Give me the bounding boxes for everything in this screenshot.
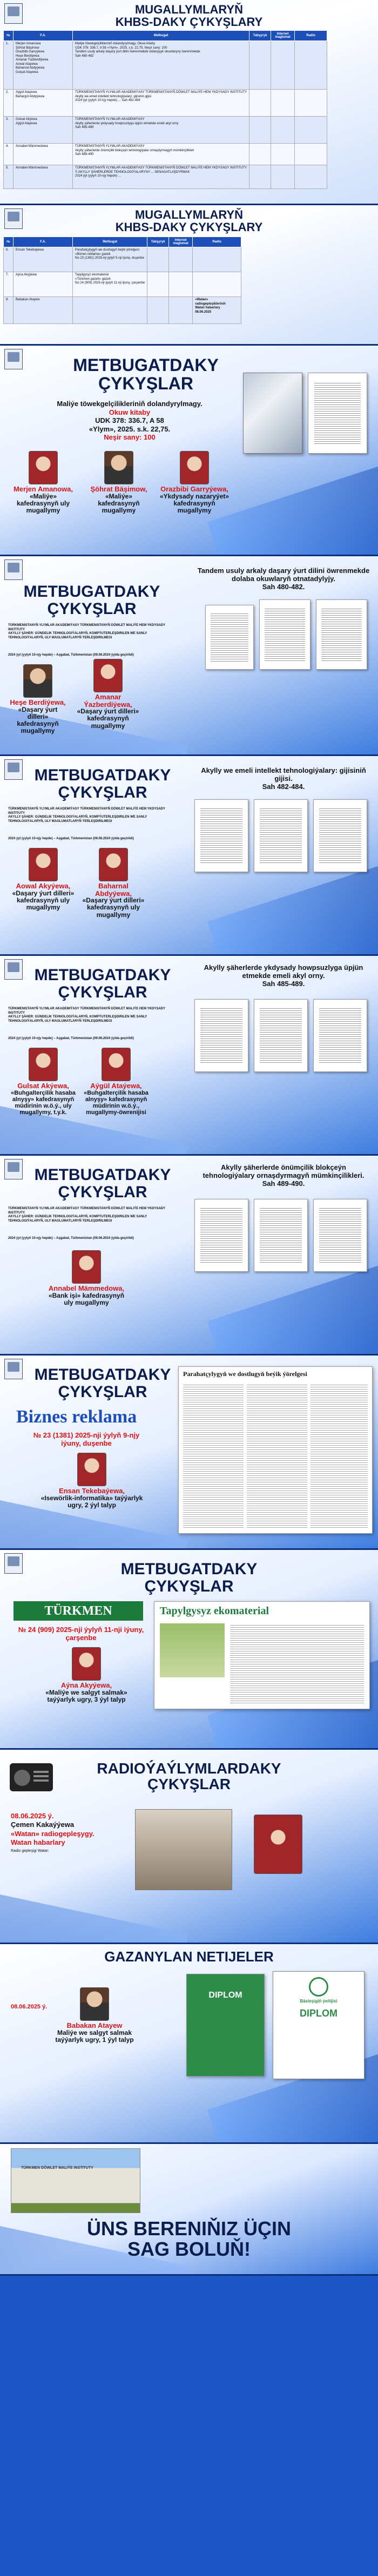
- radio-program: «Watan» radiogepleşygy.: [11, 1829, 94, 1838]
- decor-stripe: [207, 462, 378, 556]
- cell-press: [73, 297, 147, 324]
- institute-logo: [4, 1359, 23, 1379]
- person-role: «Daşary ýurt dilleri» kafedrasynyň uly mugallymy: [82, 896, 145, 919]
- title-line-1: RADIOÝAÝLYMLARDAKY: [97, 1760, 281, 1777]
- cell-number: 7.: [4, 272, 14, 297]
- radio-footer: Radio gepleşigi Watan: [11, 1849, 49, 1853]
- cell-name: Annabel Mämmedowa: [14, 144, 73, 165]
- institute-logo: [4, 349, 23, 369]
- person-card: [8, 664, 68, 734]
- conference-header: TÜRKMENISTANYŇ YLYMLAR AKADEMIÝASY TÜRKMENISTANYŇ DÖWLET MALIÝE HEM YKDYSADY INSTITUTY AKYLLY ŞÄHER: GÜNDELIK TEHNOLOGIÝALARYŇ, KOMPÝUTERLEŞDIRILEN WE SANLY TEHNOLOGIÝALARYŇ, ULY MAGLUMATLARYŇ ÝERLEŞDIRILMEGI: [8, 1207, 165, 1223]
- person-role: «Daşary ýurt dilleri» kafedrasynyň mugallymy: [17, 705, 59, 735]
- doc-page-image: [194, 999, 248, 1072]
- person-photo: [93, 659, 123, 692]
- conference-date: 2024 ýyl (yylyň 10-njy hepde) – Aşgabat, Türkmenistan (09.06.2024 ýylda geçirildi): [8, 1237, 134, 1240]
- book-udk: UDK 378: 336.7, A 58: [95, 416, 164, 425]
- person-name: Aýna Akyýewa,: [60, 1681, 112, 1689]
- col-press: Metbugat: [73, 31, 249, 41]
- institute-logo: [4, 759, 23, 780]
- slide-press-security: [0, 956, 378, 1156]
- cell-internet: [271, 165, 295, 189]
- person-photo: [254, 1815, 302, 1874]
- person-photo: [180, 451, 209, 484]
- person-card: [32, 1647, 140, 1703]
- newspaper-issue: № 23 (1381) 2025-nji ýylyň 9-njy iýuny, duşenbe: [33, 1431, 140, 1447]
- person-role: «Daşary ýurt dilleri» kafedrasynyň uly mugallymy: [12, 889, 75, 912]
- slide-title: [22, 767, 184, 801]
- slide-press-blockchain: [0, 1156, 378, 1356]
- table-row: [4, 144, 327, 165]
- slide-title: [22, 1166, 184, 1201]
- slide-title: [76, 1561, 302, 1595]
- slide-press-tandem: [0, 556, 378, 756]
- cell-press: TÜRKMENISTANYŇ YLYMLAR AKADEMIÝASY TÜRKMENISTANYŇ DÖWLET MALIÝE HEM YKDYSADY INSTITUTY Ý.AKYLLY ŞÄHERLERDE TEHNOLOGIÝALARYNY ... SENAGATLAŞDYRMAK 2024 ýyl (yylyň 10-njy hepde) ...: [73, 165, 249, 189]
- cell-number: 4.: [4, 144, 14, 165]
- slide-title: [11, 583, 173, 617]
- newspaper-name: TÜRKMEN: [44, 1604, 112, 1618]
- teachers-table: [3, 30, 327, 189]
- cell-number: 8.: [4, 297, 14, 324]
- conference-header: TÜRKMENISTANYŇ YLYMLAR AKADEMIÝASY TÜRKMENISTANYŇ DÖWLET MALIÝE HEM YKDYSADY INSTITUTY AKYLLY ŞÄHER: GÜNDELIK TEHNOLOGIÝALARYŇ, KOMPÝUTERLEŞDIRILEN WE SANLY TEHNOLOGIÝALARYŇ, ULY MAGLUMATLARYŇ ÝERLEŞDIRILMEGI: [8, 624, 165, 639]
- article-title: Akylly şäherlerde önümçilik blokçeýn tehnologiýalary ornaşdyrmagyň mümkinçilikleri. Sah 489-490.: [202, 1163, 364, 1188]
- col-task: Tabşyryk: [147, 237, 169, 247]
- cell-task: [249, 144, 271, 165]
- conference-date: 2024 ýyl (yylyň 10-njy hepde) – Aşgabat, Türkmenistan (09.06.2024 ýylda geçirildi): [8, 837, 134, 840]
- slide-radio: [0, 1750, 378, 1944]
- radio-person: Çemen Kakaýýewa: [11, 1820, 75, 1829]
- slide-press-turkmen: [0, 1550, 378, 1750]
- person-role: «Bank işi» kafedrasynyň uly mugallymy: [48, 1291, 125, 1306]
- person-role: «Maliýe» kafedrasynyň uly mugallymy: [16, 492, 70, 515]
- radio-info: [11, 1812, 130, 1854]
- certificate-ribbon: Bäsleşigiň ýeňijisi: [300, 1999, 338, 2004]
- table-row: [4, 165, 327, 189]
- title-line-1: METBUGATDAKY: [34, 1366, 171, 1384]
- person-card: [159, 451, 230, 514]
- article-title: Akylly we emeli intellekt tehnologiýalary: gijisiniň gijisi. Sah 482-484.: [201, 766, 366, 791]
- thanks-text: [0, 2218, 378, 2260]
- title-line-2: ÇYKYŞLAR: [58, 1183, 147, 1201]
- person-date: 08.06.2025 ý.: [11, 2004, 48, 2010]
- title-line-1: METBUGATDAKY: [23, 583, 160, 601]
- person-role: Maliýe we salgyt salmak taýýarlyk ugry, 1 ýyl talyp: [55, 2028, 134, 2044]
- cell-number: 5.: [4, 165, 14, 189]
- cell-radio: «Watan» radiogepleşikleriniň Watan habarlary 08.06.2025: [193, 297, 241, 324]
- newspaper-issue: № 24 (909) 2025-nji ýylyň 11-nji iýuny, çarşenbe: [18, 1626, 144, 1642]
- cell-task: [249, 41, 271, 90]
- person-photo: [72, 1647, 101, 1681]
- book-cover-image: [243, 373, 302, 454]
- article-body: [183, 1383, 368, 1529]
- slide-title: [27, 1366, 178, 1400]
- cell-radio: [295, 144, 327, 165]
- slide-results: [0, 1944, 378, 2144]
- col-name: F.A.: [14, 237, 73, 247]
- cell-number: 2.: [4, 90, 14, 117]
- logo-image: [8, 352, 19, 362]
- cell-radio: [193, 272, 241, 297]
- person-photo: [23, 664, 52, 698]
- book-type: Okuw kitaby: [109, 408, 151, 416]
- book-page-image: [308, 373, 367, 454]
- title-line-2: ÇYKYŞLAR: [58, 983, 147, 1001]
- cell-task: [249, 117, 271, 144]
- cell-name: Ensan Tekebaýewa: [14, 247, 73, 272]
- cell-name: Gulsat Akýewa Aýgül Ataýewa: [14, 117, 73, 144]
- building-photo: [11, 2148, 140, 2213]
- cell-press: TÜRKMENISTANYŇ YLYMLAR AKADEMIÝASY Akylly şäherlerde önümçilik blokçeýn tehnologiýalar ornaşdyrmagyň mümkinçilikleri Sah 489-490: [73, 144, 249, 165]
- certificate-emblem: [309, 1977, 328, 1997]
- person-card: [81, 1048, 151, 1116]
- slide-press-biznes: [0, 1356, 378, 1550]
- slide-press-book: [0, 346, 378, 556]
- book-info: [16, 400, 243, 442]
- conference-header: TÜRKMENISTANYŇ YLYMLAR AKADEMIÝASY TÜRKMENISTANYŇ DÖWLET MALIÝE HEM YKDYSADY INSTITUTY AKYLLY ŞÄHER: GÜNDELIK TEHNOLOGIÝALARYŇ, KOMPÝUTERLEŞDIRILEN WE SANLY TEHNOLOGIÝALARYŇ, ULY MAGLUMATLARYŇ ÝERLEŞDIRILMEGI: [8, 1007, 165, 1023]
- person-card: [81, 848, 146, 919]
- cell-name: Aýna Akyýewa: [14, 272, 73, 297]
- title-line-1: METBUGATDAKY: [34, 966, 171, 984]
- doc-page-image: [194, 1199, 248, 1272]
- radio-studio-photo: [135, 1809, 232, 1890]
- person-photo: [80, 1987, 109, 2021]
- cell-internet: [271, 90, 295, 117]
- col-press: Metbugat: [73, 237, 147, 247]
- person-name: Şöhrat Bäşimow,: [90, 485, 147, 493]
- person-photo: [99, 848, 128, 881]
- person-name: Heşe Berdiýewa,: [10, 698, 66, 706]
- doc-page-image: [205, 605, 254, 670]
- logo-image: [8, 1162, 19, 1172]
- col-radio: Radio: [295, 31, 327, 41]
- cell-press: Parahatçylygyň we dostlugyň beýik ýörelgesi «Biznes reklama» gazeti No 23 (1381) 2025-nji ýylyň 5-nji iýuny, duşenbe: [73, 247, 147, 272]
- person-photo: [29, 451, 58, 484]
- cell-internet: [169, 247, 193, 272]
- table-row: [4, 297, 241, 324]
- cell-radio: [193, 247, 241, 272]
- logo-image: [8, 563, 19, 572]
- person-name: Orazbibi Garryýewa,: [160, 485, 228, 493]
- table-row: [4, 90, 327, 117]
- cell-radio: [295, 117, 327, 144]
- cell-internet: [271, 117, 295, 144]
- decor-stripe: [207, 861, 378, 956]
- person-role: «Ykdysady nazaryýet» kafedrasynyň mugallymy: [159, 492, 230, 515]
- doc-page-image: [259, 599, 310, 670]
- newspaper-masthead: [14, 1601, 143, 1621]
- person-photo: [77, 1453, 106, 1486]
- col-internet: Internet maglumat: [271, 31, 295, 41]
- cell-name: Aýgül Ataýewa Bahargül Abdyýewa: [14, 90, 73, 117]
- slide-title: [59, 1761, 319, 1792]
- table-row: [4, 272, 241, 297]
- slide-thanks: [0, 2144, 378, 2276]
- conference-header: TÜRKMENISTANYŇ YLYMLAR AKADEMIÝASY TÜRKMENISTANYŇ DÖWLET MALIÝE HEM YKDYSADY INSTITUTY AKYLLY ŞÄHER: GÜNDELIK TEHNOLOGIÝALARYŇ, KOMPÝUTERLEŞDIRILEN WE SANLY TEHNOLOGIÝALARYŇ, ULY MAGLUMATLARYŇ ÝERLEŞDIRILMEGI: [8, 807, 165, 823]
- book-count: Neşir sany: 100: [104, 433, 156, 442]
- doc-page-image: [254, 999, 308, 1072]
- cell-name: Annabel Mämmedowa: [14, 165, 73, 189]
- thanks-line-1: ÜNS BERENIŇIZ ÜÇIN: [86, 2217, 292, 2240]
- slide-title: [0, 3, 378, 28]
- title-line-2: KHBS-DAKY ÇYKYŞLARY: [115, 220, 263, 234]
- cell-internet: [169, 297, 193, 324]
- article-title: Tandem usuly arkaly daşary ýurt dilini öwrenmekde dolaba okuwlaryň otnatadylyjy. Sah 480-482.: [197, 567, 370, 591]
- logo-image: [8, 763, 19, 772]
- cell-task: [249, 165, 271, 189]
- cell-internet: [271, 41, 295, 90]
- institute-logo: [4, 959, 23, 980]
- title-line-1: MUGALLYMLARYŇ: [134, 208, 244, 221]
- article-title: Akylly şäherlerde ykdysady howpsuzlyga üpjün etmekde emeli akyl orny. Sah 485-489.: [204, 963, 363, 988]
- decor-stripe: [0, 1887, 188, 1944]
- table-row: [4, 247, 241, 272]
- logo-image: [8, 1556, 19, 1566]
- doc-page-image: [194, 799, 248, 872]
- person-name: Annabel Mämmedowa,: [48, 1284, 125, 1292]
- cell-number: 3.: [4, 117, 14, 144]
- cell-internet: [271, 144, 295, 165]
- cell-number: 1.: [4, 41, 14, 90]
- institute-logo: [4, 559, 23, 580]
- cell-press: Tapylgysyz ekomaterial «Türkmen gazeti» gazeti No 24 (909) 2025-nji ýylyň 11-nji iýuny, çarşenbe: [73, 272, 147, 297]
- col-number: №: [4, 31, 14, 41]
- article-headline: Tapylgysyz ekomaterial: [160, 1605, 269, 1617]
- radio-icon: [10, 1763, 53, 1791]
- cell-task: [249, 90, 271, 117]
- certificate-title: DIPLOM: [300, 2008, 338, 2019]
- col-radio: Radio: [193, 237, 241, 247]
- cell-task: [147, 297, 169, 324]
- radio-date: 08.06.2025 ý.: [11, 1812, 54, 1820]
- slide-title: GAZANYLAN NETIJELER: [104, 1948, 274, 1965]
- person-role: «Isewörlik-informatika» taýýarlyk ugry, 2 ýyl talyp: [40, 1494, 143, 1509]
- col-task: Tabşyryk: [249, 31, 271, 41]
- certificate-title: DIPLOM: [208, 1991, 242, 2000]
- person-name: Aýgül Ataýewa,: [90, 1082, 142, 1090]
- person-photo: [29, 1048, 58, 1081]
- title-line-2: ÇYKYŞLAR: [58, 1383, 147, 1401]
- book-title: Maliýe töwekgelçilikleriniň dolandyrylmagy.: [57, 400, 202, 408]
- title-line-2: ÇYKYŞLAR: [58, 783, 147, 801]
- institute-logo: [4, 1553, 23, 1574]
- doc-page-image: [313, 999, 367, 1072]
- table-row: [4, 41, 327, 90]
- slide-title: [43, 356, 248, 393]
- article-body: [230, 1623, 364, 1703]
- col-name: F.A.: [14, 31, 73, 41]
- cell-radio: [295, 41, 327, 90]
- title-line-1: METBUGATDAKY: [34, 766, 171, 784]
- person-name: Aowal Akyýewa,: [16, 882, 71, 890]
- person-name: Amanar Ýazberdiýewa,: [84, 693, 132, 709]
- cell-name: Babakan Atayew: [14, 297, 73, 324]
- title-line-1: MUGALLYMLARYŇ: [134, 3, 244, 16]
- title-line-2: ÇYKYŞLAR: [144, 1577, 234, 1595]
- thanks-line-2: SAG BOLUŇ!: [127, 2237, 251, 2260]
- title-line-2: ÇYKYŞLAR: [98, 373, 193, 393]
- person-photo: [72, 1250, 101, 1284]
- newspaper-name: Biznes reklama: [16, 1407, 137, 1427]
- conference-date: 2024 ýyl (yylyň 10-njy hepde) – Aşgabat, Türkmenistan (09.06.2024 ýylda geçirildi): [8, 653, 134, 657]
- slide-teachers-table-2: [0, 205, 378, 346]
- person-name: Babakan Atayew: [66, 2021, 123, 2029]
- doc-page-image: [316, 599, 367, 670]
- cell-radio: [295, 90, 327, 117]
- person-card: [86, 451, 151, 514]
- cell-name: Merjen Amanowa Şöhrat Bäşimow Orazbibi Garryýewa Heşe Berdiýewa Amanar Ýazberdiýewa Aowal Atayewa Baharnal Abdyýewa Gulşat Atayewa: [14, 41, 73, 90]
- title-line-1: METBUGATDAKY: [34, 1166, 171, 1184]
- col-number: №: [4, 237, 14, 247]
- decor-stripe: [207, 1261, 378, 1356]
- institute-logo: [4, 1159, 23, 1179]
- title-line-1: METBUGATDAKY: [120, 1560, 258, 1578]
- person-photo: [104, 451, 133, 484]
- logo-image: [8, 962, 19, 972]
- newspaper-clipping: [178, 1366, 373, 1534]
- title-line-2: ÇYKYŞLAR: [47, 599, 137, 618]
- person-role: «Buhgalterçilik hasaba alnyşy» kafedrasynyň müdirinin w.ö.ý., uly mugallymy, t.y.k.: [11, 1089, 76, 1116]
- table-row: [4, 117, 327, 144]
- radio-news: Watan habarlary: [11, 1838, 65, 1846]
- slide-teachers-table-1: [0, 0, 378, 205]
- newspaper-clipping: [154, 1601, 370, 1709]
- certificate-green: [186, 1974, 265, 2076]
- title-line-2: ÇYKYŞLAR: [147, 1776, 231, 1793]
- cell-radio: [295, 165, 327, 189]
- person-card: [43, 1250, 130, 1306]
- doc-page-image: [254, 799, 308, 872]
- book-publisher: «Ylym», 2025. s.k. 22,75.: [89, 424, 171, 433]
- slide-title: [22, 967, 184, 1001]
- cell-press: TÜRKMENISTANYŇ YLYMLAR AKADEMIÝASY Akylly şäherlerde ykdysady howpsuzlyga üpjün etmekde emeli akyl orny Sah 485-489: [73, 117, 249, 144]
- cell-internet: [169, 272, 193, 297]
- teachers-table: [3, 237, 241, 324]
- cell-task: [147, 247, 169, 272]
- person-card: [11, 848, 76, 911]
- person-card: [76, 659, 140, 730]
- person-card: [8, 451, 78, 514]
- person-name: Baharnal Abdyýewa,: [95, 882, 132, 898]
- person-role: «Daşary ýurt dilleri» kafedrasynyň mugallymy: [77, 707, 139, 730]
- cell-press: Maliýe töwekgelçilikleriniň dolandyrylmagy. Okuw kitaby UDK 378: 336.7, A 58 «Ylym», 2025, s.k. 22,75. Neşir sany: 100 Tandem usuly arkaly daşary ýurt dilini öwrenmekde dolanyşyk okuwlaryny öwrenmekde Sah 480-482: [73, 41, 249, 90]
- doc-page-image: [313, 799, 367, 872]
- cell-task: [147, 272, 169, 297]
- person-card: [11, 1987, 146, 2044]
- person-role: «Maliýe» kafedrasynyň mugallymy: [98, 492, 140, 515]
- cell-press: TÜRKMENISTANYŇ YLYMLAR AKADEMIÝASY TÜRKMENISTANYŇ DÖWLET MALIÝE HEM YKDYSADY INSTITUTY Akylly we emeli intellekt tehnologiýalary: gijisinin gijisi 2024 ýyl (yylyň 10-njy hepde) ... Sah 482-484: [73, 90, 249, 117]
- title-line-1: METBUGATDAKY: [73, 355, 219, 375]
- doc-page-image: [254, 1199, 308, 1272]
- person-role: «Buhgalterçilik hasaba alnyşy» kafedrasynyň müdirinin w.ö.ý., mugallymy-öwrenijisi: [84, 1089, 148, 1116]
- col-internet: Internet maglumat: [169, 237, 193, 247]
- slide-press-ai: [0, 756, 378, 956]
- person-role: «Maliýe we salgyt salmak» taýýarlyk ugry, 3 ýyl talyp: [45, 1688, 127, 1703]
- person-name: Merjen Amanowa,: [13, 485, 73, 493]
- person-card: [32, 1453, 151, 1509]
- slide-title: [0, 208, 378, 233]
- cell-number: 6.: [4, 247, 14, 272]
- logo-image: [8, 1362, 19, 1372]
- article-headline: Parahatçylygyň we dostlugyň beýik ýörelgesi: [183, 1370, 307, 1378]
- title-line-2: KHBS-DAKY ÇYKYŞLARY: [115, 15, 263, 29]
- person-photo: [29, 848, 58, 881]
- conference-date: 2024 ýyl (yylyň 10-njy hepde) – Aşgabat, Türkmenistan (09.06.2024 ýylda geçirildi): [8, 1037, 134, 1040]
- person-name: Ensan Tekebaýewa,: [59, 1487, 125, 1495]
- person-photo: [102, 1048, 131, 1081]
- person-card: [8, 1048, 78, 1116]
- article-photo: [160, 1623, 225, 1677]
- doc-page-image: [313, 1199, 367, 1272]
- person-name: Gulsat Akýewa,: [17, 1082, 69, 1090]
- certificate-white: [273, 1971, 364, 2079]
- building-sign: TÜRKMEN DÖWLET MALIÝE INSTITUTY: [21, 2166, 93, 2170]
